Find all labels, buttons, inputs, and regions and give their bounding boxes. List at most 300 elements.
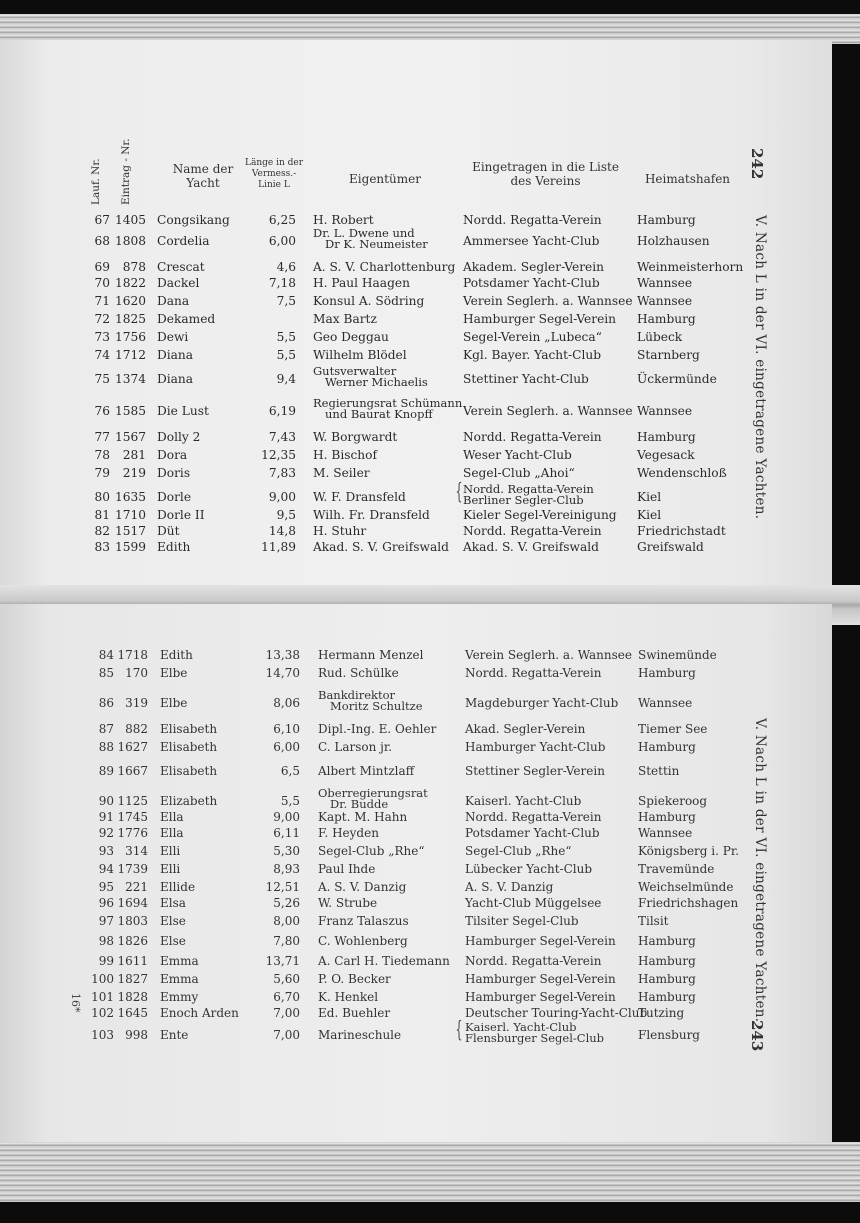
eigentuemer-line: H. Bischof	[313, 448, 378, 462]
cell-laenge: 6,00	[268, 234, 296, 248]
cell-lauf-nr: 94	[98, 862, 114, 876]
eigentuemer-line: C. Wohlenberg	[318, 934, 408, 948]
cell-eigentuemer	[318, 880, 406, 894]
cell-eigentuemer	[313, 366, 428, 388]
cell-eigentuemer	[318, 862, 375, 876]
cell-eintrag-nr: 998	[125, 1028, 148, 1042]
cell-lauf-nr: 75	[94, 372, 110, 386]
cell-eigentuemer	[313, 490, 406, 504]
cell-eintrag-nr: 1803	[117, 914, 148, 928]
verein-line: Hamburger Segel-Verein	[465, 990, 616, 1004]
eigentuemer-line: Konsul A. Södring	[313, 294, 425, 308]
cell-laenge: 9,4	[276, 372, 296, 386]
page-number-top: 242	[748, 148, 766, 180]
cell-yacht-name: Edith	[160, 648, 193, 662]
cell-lauf-nr: 97	[98, 914, 114, 928]
cell-yacht-name: Diana	[157, 372, 194, 386]
cell-eigentuemer	[313, 524, 366, 538]
cell-verein	[463, 404, 633, 418]
verein-line: Akadem. Segler-Verein	[463, 260, 604, 274]
cell-eigentuemer	[318, 954, 450, 968]
cell-yacht-name: Doris	[157, 466, 191, 480]
verein-line: Flensburger Segel-Club	[465, 1031, 605, 1045]
eigentuemer-line: Bankdirektor	[318, 688, 396, 702]
cell-lauf-nr: 101	[91, 990, 114, 1004]
cell-yacht-name: Edith	[157, 540, 191, 554]
cell-yacht-name: Ente	[160, 1028, 189, 1042]
cell-eintrag-nr: 1712	[114, 348, 146, 362]
verein-line: Potsdamer Yacht-Club	[463, 276, 600, 290]
eigentuemer-line: H. Robert	[313, 213, 374, 227]
cell-eintrag-nr: 1125	[117, 794, 148, 808]
cell-heimatshafen: Vegesack	[637, 448, 695, 462]
cell-yacht-name: Elsa	[160, 896, 186, 910]
cell-verein	[465, 810, 601, 824]
cell-yacht-name: Elli	[160, 844, 181, 858]
cell-heimatshafen: Friedrichshagen	[638, 896, 739, 910]
cell-lauf-nr: 82	[94, 524, 110, 538]
eigentuemer-line: Regierungsrat Schümann	[313, 396, 463, 410]
eigentuemer-line: Franz Talaszus	[318, 914, 409, 928]
eigentuemer-line: H. Stuhr	[313, 524, 367, 538]
cell-heimatshafen: Hamburg	[638, 810, 696, 824]
cell-yacht-name: Elisabeth	[160, 740, 218, 754]
cell-verein	[465, 1006, 647, 1020]
cell-eintrag-nr: 281	[122, 448, 146, 462]
cell-laenge: 5,26	[273, 896, 300, 910]
cell-verein	[463, 260, 604, 274]
cell-laenge: 8,00	[273, 914, 300, 928]
cell-heimatshafen: Stettin	[638, 764, 680, 778]
cell-verein	[465, 880, 553, 894]
cell-laenge: 7,5	[276, 294, 296, 308]
cell-lauf-nr: 102	[91, 1006, 114, 1020]
verein-line: Berliner Segler-Club	[463, 493, 584, 507]
cell-yacht-name: Emmy	[160, 990, 199, 1004]
cell-lauf-nr: 90	[98, 794, 114, 808]
cell-eintrag-nr: 1710	[114, 508, 146, 522]
verein-line: Tilsiter Segel-Club	[465, 914, 579, 928]
signature-mark: 16*	[69, 993, 82, 1013]
cell-verein	[465, 862, 592, 876]
cell-laenge: 8,93	[273, 862, 300, 876]
cell-laenge: 9,5	[276, 508, 296, 522]
cell-heimatshafen: Greifswald	[637, 540, 704, 554]
cell-eigentuemer	[313, 508, 430, 522]
cell-laenge: 7,80	[273, 934, 300, 948]
eigentuemer-line: Max Bartz	[313, 312, 377, 326]
cell-laenge: 7,83	[268, 466, 296, 480]
cell-laenge: 9,00	[273, 810, 300, 824]
cell-laenge: 14,70	[265, 666, 300, 680]
cell-eigentuemer	[313, 312, 377, 326]
verein-line: Stettiner Yacht-Club	[463, 372, 589, 386]
verein-line: Verein Seglerh. a. Wannsee	[465, 648, 632, 662]
cell-heimatshafen: Spiekeroog	[638, 794, 708, 808]
eigentuemer-line: Wilh. Fr. Dransfeld	[313, 508, 430, 522]
cell-lauf-nr: 74	[94, 348, 110, 362]
cell-eintrag-nr: 1745	[117, 810, 148, 824]
cell-eintrag-nr: 1667	[117, 764, 148, 778]
cell-eintrag-nr: 1374	[114, 372, 146, 386]
verein-line: Deutscher Touring-Yacht-Club	[465, 1006, 648, 1020]
cell-heimatshafen: Weichselmünde	[638, 880, 734, 894]
cell-heimatshafen: Hamburg	[638, 934, 696, 948]
eigentuemer-line: Segel-Club „Rhe“	[318, 844, 425, 858]
cell-lauf-nr: 100	[91, 972, 114, 986]
eigentuemer-line: Dr. Budde	[330, 797, 389, 811]
cell-eintrag-nr: 1567	[114, 430, 146, 444]
cell-laenge: 13,71	[265, 954, 300, 968]
verein-line: Segel-Verein „Lubeca“	[463, 330, 602, 344]
cell-eintrag-nr: 1620	[114, 294, 146, 308]
cell-eintrag-nr: 319	[125, 696, 148, 710]
cell-verein	[463, 312, 616, 326]
cell-yacht-name: Diana	[157, 348, 194, 362]
cell-eigentuemer	[313, 448, 377, 462]
header-eingetragen: Eingetragen in die Liste des Vereins	[472, 160, 619, 189]
cell-laenge: 4,6	[276, 260, 296, 274]
cell-eintrag-nr: 1739	[117, 862, 148, 876]
cell-laenge: 6,10	[273, 722, 300, 736]
header-laenge: Länge in der Vermess.- Linie L	[244, 158, 303, 190]
cell-lauf-nr: 96	[98, 896, 114, 910]
cell-yacht-name: Düt	[157, 524, 180, 538]
eigentuemer-line: Rud. Schülke	[318, 666, 399, 680]
eigentuemer-line: Hermann Menzel	[318, 648, 424, 662]
cell-eigentuemer	[318, 826, 379, 840]
cell-eintrag-nr: 1599	[114, 540, 146, 554]
cell-yacht-name: Else	[160, 914, 186, 928]
cell-verein	[465, 896, 601, 910]
cell-eigentuemer	[318, 788, 428, 810]
cell-laenge: 6,5	[280, 764, 300, 778]
cell-eigentuemer	[313, 228, 428, 250]
verein-line: Nordd. Regatta-Verein	[463, 482, 594, 496]
running-title-top: V. Nach L in der VI. eingetragene Yachten.	[752, 215, 768, 520]
eigentuemer-line: W. Borgwardt	[313, 430, 398, 444]
eigentuemer-line: M. Seiler	[313, 466, 370, 480]
cell-yacht-name: Elbe	[160, 666, 188, 680]
cell-verein	[463, 234, 599, 248]
cell-eintrag-nr: 1517	[114, 524, 146, 538]
cell-yacht-name: Dackel	[157, 276, 200, 290]
header-eintrag-nr: Eintrag - Nr.	[120, 138, 132, 205]
cell-laenge: 5,5	[276, 348, 296, 362]
brace-icon: {	[455, 480, 463, 505]
cell-yacht-name: Ella	[160, 810, 184, 824]
cell-lauf-nr: 83	[94, 540, 110, 554]
cell-verein	[463, 484, 594, 506]
cell-eintrag-nr: 1405	[114, 213, 146, 227]
cell-yacht-name: Dolly 2	[157, 430, 201, 444]
header-lauf-nr: Lauf. Nr.	[90, 158, 102, 205]
cell-heimatshafen: Tutzing	[638, 1006, 685, 1020]
cell-heimatshafen: Tiemer See	[638, 722, 708, 736]
cell-verein	[463, 430, 602, 444]
cell-eintrag-nr: 1808	[114, 234, 146, 248]
cell-heimatshafen: Hamburg	[638, 990, 696, 1004]
cell-verein	[463, 466, 575, 480]
cell-eigentuemer	[318, 844, 424, 858]
cell-eigentuemer	[318, 1028, 401, 1042]
verein-line: Ammersee Yacht-Club	[463, 234, 600, 248]
cell-lauf-nr: 87	[98, 722, 114, 736]
cell-eintrag-nr: 1635	[114, 490, 146, 504]
cell-verein	[465, 1022, 604, 1044]
cell-lauf-nr: 81	[94, 508, 110, 522]
cell-yacht-name: Congsikang	[157, 213, 230, 227]
cell-lauf-nr: 98	[98, 934, 114, 948]
cell-yacht-name: Enoch Arden	[160, 1006, 239, 1020]
cell-heimatshafen: Wannsee	[638, 696, 693, 710]
cell-lauf-nr: 70	[94, 276, 110, 290]
cell-laenge: 7,00	[273, 1028, 300, 1042]
cell-eintrag-nr: 1825	[114, 312, 146, 326]
verein-line: Hamburger Segel-Verein	[465, 972, 616, 986]
cell-verein	[463, 540, 599, 554]
cell-verein	[465, 990, 616, 1004]
cell-eigentuemer	[313, 330, 389, 344]
verein-line: Segel-Club „Rhe“	[465, 844, 572, 858]
cell-eintrag-nr: 1627	[117, 740, 148, 754]
cell-yacht-name: Elizabeth	[160, 794, 218, 808]
cell-heimatshafen: Hamburg	[638, 972, 696, 986]
cell-verein	[465, 764, 605, 778]
cell-verein	[463, 330, 602, 344]
cell-eintrag-nr: 882	[125, 722, 148, 736]
cell-laenge: 6,11	[273, 826, 300, 840]
cell-eigentuemer	[318, 722, 436, 736]
cell-eintrag-nr: 221	[125, 880, 148, 894]
eigentuemer-line: und Baurat Knopff	[325, 407, 433, 421]
cell-heimatshafen: Königsberg i. Pr.	[638, 844, 740, 858]
cell-heimatshafen: Kiel	[637, 490, 662, 504]
cell-verein	[465, 696, 618, 710]
cell-lauf-nr: 69	[94, 260, 110, 274]
cell-lauf-nr: 88	[98, 740, 114, 754]
cell-verein	[465, 914, 579, 928]
cell-verein	[465, 826, 600, 840]
cell-eigentuemer	[313, 260, 455, 274]
cell-lauf-nr: 103	[91, 1028, 114, 1042]
cell-heimatshafen: Holzhausen	[637, 234, 710, 248]
eigentuemer-line: Dr K. Neumeister	[325, 237, 428, 251]
cell-eigentuemer	[313, 540, 449, 554]
cell-yacht-name: Dora	[157, 448, 188, 462]
cell-verein	[463, 524, 602, 538]
cell-yacht-name: Dorle II	[157, 508, 205, 522]
brace-icon: {	[455, 1018, 463, 1043]
cell-verein	[465, 954, 601, 968]
verein-line: Verein Seglerh. a. Wannsee	[463, 404, 633, 418]
cell-eigentuemer	[313, 398, 462, 420]
cell-lauf-nr: 85	[98, 666, 114, 680]
cell-eigentuemer	[318, 972, 391, 986]
cell-eintrag-nr: 1826	[117, 934, 148, 948]
cell-heimatshafen: Wannsee	[637, 276, 693, 290]
book-bottom-edge	[0, 1142, 860, 1202]
cell-yacht-name: Elisabeth	[160, 722, 218, 736]
cell-yacht-name: Elisabeth	[160, 764, 218, 778]
cell-verein	[463, 213, 602, 227]
cell-laenge: 6,00	[273, 740, 300, 754]
cell-lauf-nr: 79	[94, 466, 110, 480]
cell-eigentuemer	[318, 934, 408, 948]
cell-verein	[465, 794, 581, 808]
cell-eigentuemer	[318, 896, 377, 910]
verein-line: A. S. V. Danzig	[465, 880, 554, 894]
verein-line: Segel-Club „Ahoi“	[463, 466, 575, 480]
cell-eintrag-nr: 314	[125, 844, 148, 858]
verein-line: Kaiserl. Yacht-Club	[465, 794, 582, 808]
cell-eigentuemer	[318, 1006, 390, 1020]
header-eigentuemer: Eigentümer	[349, 172, 421, 186]
cell-heimatshafen: Hamburg	[638, 740, 696, 754]
cell-eigentuemer	[313, 430, 397, 444]
cell-lauf-nr: 76	[94, 404, 110, 418]
eigentuemer-line: Werner Michaelis	[325, 375, 428, 389]
cell-lauf-nr: 73	[94, 330, 110, 344]
cell-yacht-name: Ella	[160, 826, 184, 840]
cell-verein	[463, 348, 601, 362]
cell-verein	[465, 740, 605, 754]
verein-line: Lübecker Yacht-Club	[465, 862, 593, 876]
cell-heimatshafen: Friedrichstadt	[637, 524, 726, 538]
cell-verein	[463, 448, 572, 462]
eigentuemer-line: Albert Mintzlaff	[318, 764, 415, 778]
verein-line: Akad. S. V. Greifswald	[463, 540, 599, 554]
verein-line: Nordd. Regatta-Verein	[465, 954, 602, 968]
cell-eintrag-nr: 1611	[117, 954, 148, 968]
cell-verein	[463, 294, 633, 308]
verein-line: Hamburger Segel-Verein	[463, 312, 617, 326]
cell-yacht-name: Ellide	[160, 880, 196, 894]
eigentuemer-line: Dr. L. Dwene und	[313, 226, 415, 240]
cell-lauf-nr: 86	[98, 696, 114, 710]
eigentuemer-line: Wilhelm Blödel	[313, 348, 407, 362]
cell-yacht-name: Die Lust	[157, 404, 209, 418]
cell-lauf-nr: 80	[94, 490, 110, 504]
cell-lauf-nr: 92	[98, 826, 114, 840]
cell-eigentuemer	[318, 690, 423, 712]
verein-line: Kaiserl. Yacht-Club	[465, 1020, 577, 1034]
cell-yacht-name: Crescat	[157, 260, 205, 274]
verein-line: Potsdamer Yacht-Club	[465, 826, 600, 840]
cell-laenge: 5,30	[273, 844, 300, 858]
eigentuemer-line: H. Paul Haagen	[313, 276, 410, 290]
verein-line: Weser Yacht-Club	[463, 448, 572, 462]
cell-heimatshafen: Swinemünde	[638, 648, 717, 662]
eigentuemer-line: W. F. Dransfeld	[313, 490, 406, 504]
cell-heimatshafen: Starnberg	[637, 348, 700, 362]
cell-verein	[465, 666, 601, 680]
cell-laenge: 5,60	[273, 972, 300, 986]
eigentuemer-line: Kapt. M. Hahn	[318, 810, 408, 824]
cell-laenge: 6,25	[268, 213, 296, 227]
eigentuemer-line: Dipl.-Ing. E. Oehler	[318, 722, 437, 736]
cell-laenge: 9,00	[268, 490, 296, 504]
verein-line: Stettiner Segler-Verein	[465, 764, 605, 778]
eigentuemer-line: Marineschule	[318, 1028, 402, 1042]
cell-verein	[465, 934, 616, 948]
cell-lauf-nr: 84	[98, 648, 114, 662]
cell-lauf-nr: 72	[94, 312, 110, 326]
cell-verein	[465, 844, 571, 858]
cell-laenge: 8,06	[273, 696, 300, 710]
eigentuemer-line: Geo Deggau	[313, 330, 389, 344]
cell-heimatshafen: Wannsee	[637, 404, 693, 418]
cell-heimatshafen: Hamburg	[637, 213, 696, 227]
cell-heimatshafen: Wendenschloß	[637, 466, 727, 480]
verein-line: Verein Seglerh. a. Wannsee	[463, 294, 633, 308]
cell-laenge: 7,43	[268, 430, 296, 444]
eigentuemer-line: A. Carl H. Tiedemann	[318, 954, 450, 968]
cell-laenge: 14,8	[268, 524, 296, 538]
eigentuemer-line: Gutsverwalter	[313, 364, 397, 378]
eigentuemer-line: Oberregierungsrat	[318, 786, 428, 800]
cell-eintrag-nr: 1645	[117, 1006, 148, 1020]
cell-heimatshafen: Hamburg	[637, 312, 696, 326]
cell-laenge: 11,89	[261, 540, 296, 554]
verein-line: Nordd. Regatta-Verein	[465, 810, 602, 824]
cell-eigentuemer	[318, 990, 378, 1004]
cell-heimatshafen: Hamburg	[638, 954, 696, 968]
cell-heimatshafen: Kiel	[637, 508, 662, 522]
cell-yacht-name: Emma	[160, 954, 199, 968]
cell-heimatshafen: Weinmeisterhorn	[637, 260, 744, 274]
cell-heimatshafen: Hamburg	[638, 666, 696, 680]
cell-yacht-name: Dekamed	[157, 312, 216, 326]
cell-yacht-name: Dana	[157, 294, 190, 308]
cell-yacht-name: Emma	[160, 972, 199, 986]
cell-laenge: 5,5	[280, 794, 300, 808]
cell-eintrag-nr: 878	[122, 260, 146, 274]
cell-verein	[463, 372, 589, 386]
cell-lauf-nr: 67	[94, 213, 110, 227]
cell-eigentuemer	[318, 648, 424, 662]
verein-line: Hamburger Yacht-Club	[465, 740, 606, 754]
cell-eigentuemer	[318, 666, 399, 680]
cell-lauf-nr: 78	[94, 448, 110, 462]
page-242	[0, 40, 832, 600]
cell-yacht-name: Else	[160, 934, 186, 948]
eigentuemer-line: Akad. S. V. Greifswald	[313, 540, 449, 554]
verein-line: Nordd. Regatta-Verein	[465, 666, 602, 680]
eigentuemer-line: K. Henkel	[318, 990, 379, 1004]
cell-yacht-name: Elli	[160, 862, 181, 876]
cell-eigentuemer	[318, 764, 414, 778]
cell-yacht-name: Cordelia	[157, 234, 210, 248]
cell-heimatshafen: Wannsee	[638, 826, 693, 840]
verein-line: Nordd. Regatta-Verein	[463, 213, 602, 227]
eigentuemer-line: F. Heyden	[318, 826, 379, 840]
cell-laenge: 13,38	[265, 648, 300, 662]
cell-yacht-name: Dewi	[157, 330, 189, 344]
cell-yacht-name: Dorle	[157, 490, 192, 504]
eigentuemer-line: W. Strube	[318, 896, 378, 910]
cell-verein	[463, 276, 600, 290]
cell-eigentuemer	[313, 276, 410, 290]
page-number-bottom: 243	[748, 1020, 766, 1052]
eigentuemer-line: Paul Ihde	[318, 862, 376, 876]
cell-eintrag-nr: 1822	[114, 276, 146, 290]
cell-eintrag-nr: 1756	[114, 330, 146, 344]
verein-line: Magdeburger Yacht-Club	[465, 696, 619, 710]
cell-laenge: 12,51	[265, 880, 300, 894]
cell-eigentuemer	[313, 213, 374, 227]
running-title-bottom: V. Nach L in der VI. eingetragene Yachten.	[752, 718, 768, 1023]
